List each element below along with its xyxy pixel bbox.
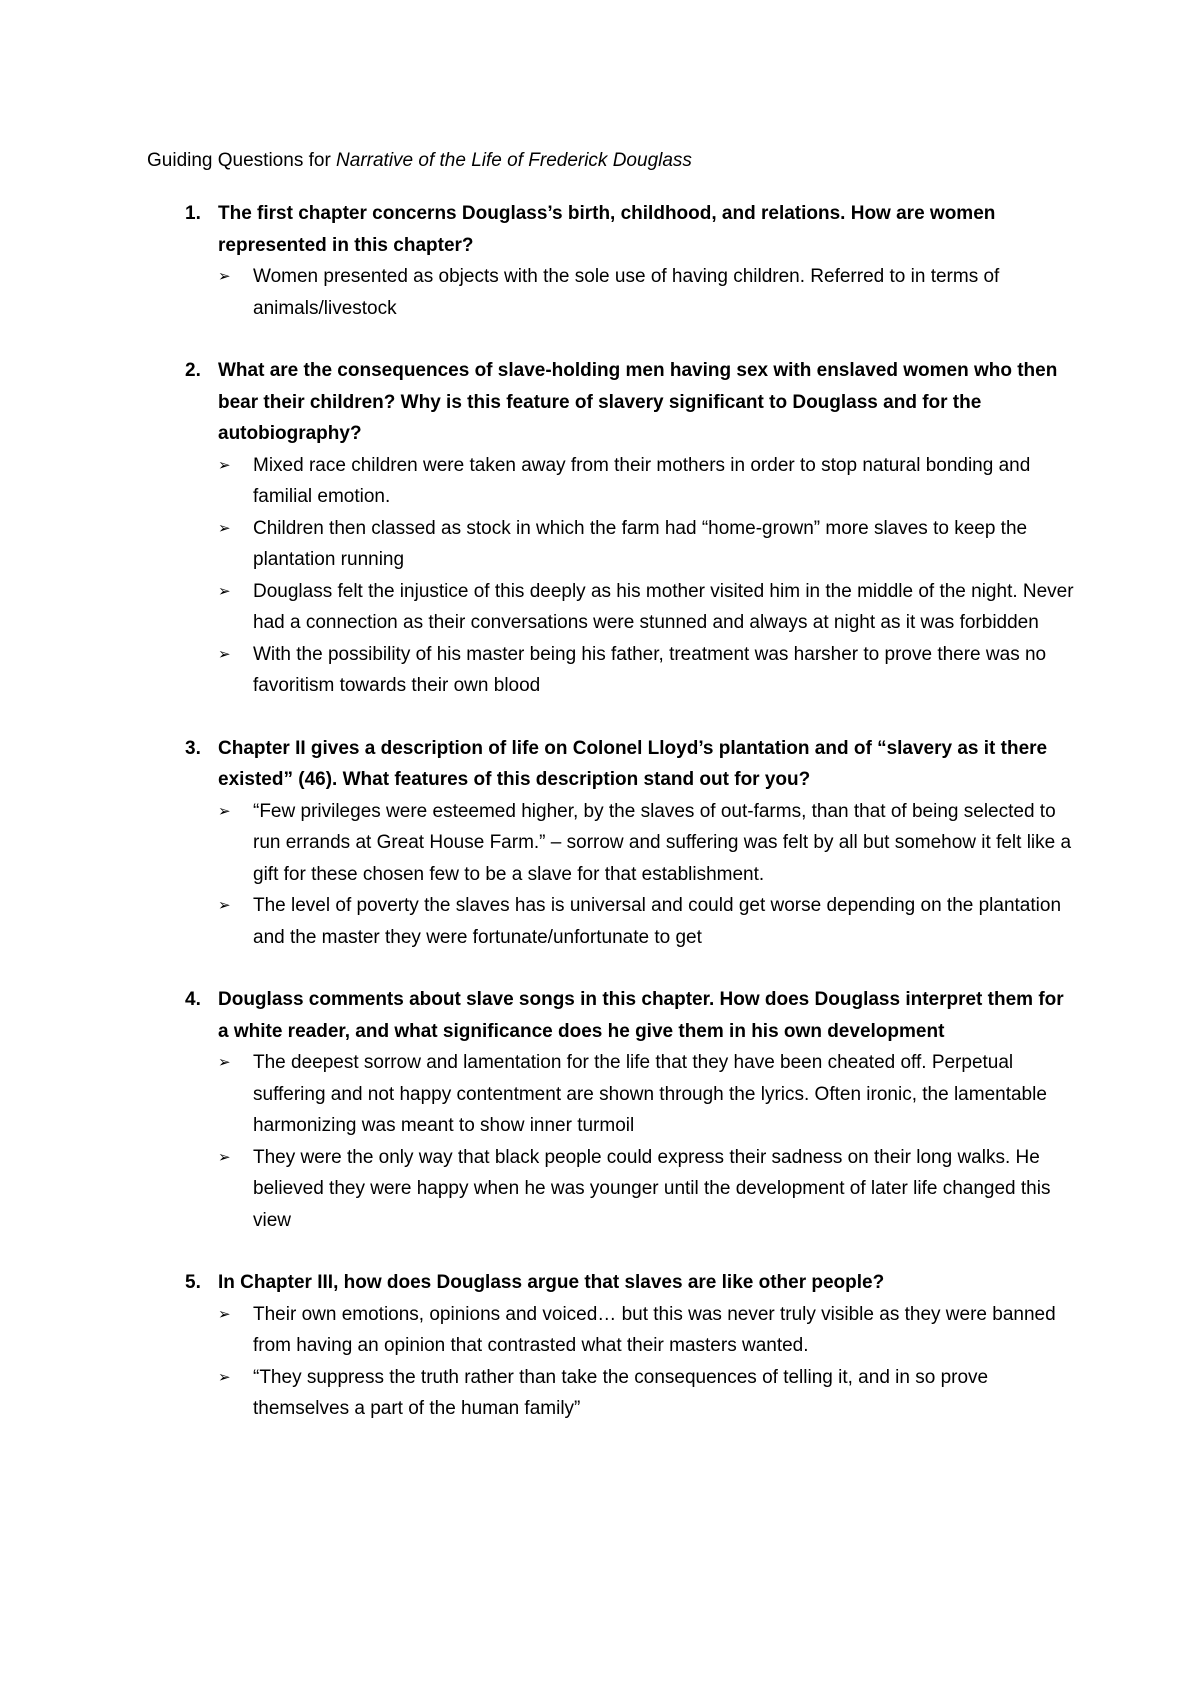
question-text: Douglass comments about slave songs in this chapter. How does Douglass interpret them for a white reader, and what significance does he give them in his own development	[218, 989, 1064, 1042]
arrowhead-bullet-icon: ➢	[218, 1147, 231, 1166]
arrowhead-bullet-icon: ➢	[218, 801, 231, 820]
arrowhead-bullet-icon: ➢	[218, 1053, 231, 1071]
answer-item	[218, 513, 1077, 576]
question-number: 1.	[185, 203, 201, 224]
question-item	[147, 355, 1077, 702]
question-number: 5.	[185, 1272, 201, 1293]
question-text: What are the consequences of slave-holding men having sex with enslaved women who then bear their children? Why is this feature of slavery significant to Douglass and for the autobiography?	[218, 360, 1058, 444]
answer-text: The level of poverty the slaves has is universal and could get worse depending on the plantation and the master they were fortunate/unfortunate to get	[253, 895, 1062, 948]
answer-text: With the possibility of his master being his father, treatment was harsher to prove there was no favoritism towards their own blood	[253, 643, 1047, 696]
question-text: Chapter II gives a description of life on Colonel Lloyd’s plantation and of “slavery as it there existed” (46). What features of this description stand out for you?	[218, 737, 1048, 790]
answer-item	[218, 796, 1077, 891]
question-list	[147, 198, 1077, 1456]
question-item	[147, 984, 1077, 1236]
answer-text: The deepest sorrow and lamentation for the life that they have been cheated off. Perpetual suffering and not happy contentment are shown through the lyrics. Often ironic, the lamentable harmonizing was meant to show inner turmoil	[253, 1052, 1047, 1136]
answer-text: Douglass felt the injustice of this deeply as his mother visited him in the middle of the night. Never had a connection as their conversations were stunned and always at night as it was forbidden	[253, 580, 1074, 633]
answer-text: They were the only way that black people could express their sadness on their long walks. He believed they were happy when he was younger until the development of later life changed this view	[253, 1146, 1051, 1231]
answer-item	[218, 261, 1077, 324]
arrowhead-bullet-icon: ➢	[218, 455, 231, 474]
answer-item	[218, 890, 1077, 953]
question-number: 4.	[185, 989, 201, 1010]
answer-text: “They suppress the truth rather than take the consequences of telling it, and in so prove themselves a part of the human family”	[253, 1366, 989, 1419]
answer-list	[218, 261, 1077, 324]
question-number: 3.	[185, 737, 201, 759]
document-title	[147, 145, 692, 177]
arrowhead-bullet-icon: ➢	[218, 267, 231, 285]
question-item	[147, 198, 1077, 324]
answer-item	[218, 1047, 1077, 1142]
answer-item	[218, 639, 1077, 702]
answer-item	[218, 1142, 1077, 1237]
question-text: The first chapter concerns Douglass’s birth, childhood, and relations. How are women represented in this chapter?	[218, 203, 996, 256]
question-item	[147, 1267, 1077, 1425]
answer-text: Children then classed as stock in which the farm had “home-grown” more slaves to keep the plantation running	[253, 517, 1028, 570]
arrowhead-bullet-icon: ➢	[218, 581, 231, 600]
answer-list	[218, 1299, 1077, 1425]
answer-text: Their own emotions, opinions and voiced… but this was never truly visible as they were banned from having an opinion that contrasted what their masters wanted.	[253, 1303, 1056, 1356]
title-prefix: Guiding Questions for	[147, 150, 337, 171]
answer-item	[218, 1362, 1077, 1425]
arrowhead-bullet-icon: ➢	[218, 644, 231, 663]
answer-list	[218, 1047, 1077, 1236]
question-number: 2.	[185, 360, 201, 381]
answer-item	[218, 576, 1077, 639]
answer-item	[218, 1299, 1077, 1362]
answer-list	[218, 796, 1077, 954]
arrowhead-bullet-icon: ➢	[218, 896, 231, 914]
arrowhead-bullet-icon: ➢	[218, 1367, 231, 1386]
question-item	[147, 733, 1077, 954]
answer-item	[218, 450, 1077, 513]
book-title: Narrative of the Life of Frederick Douglass	[336, 150, 692, 171]
answer-text: Women presented as objects with the sole use of having children. Referred to in terms of animals/livestock	[253, 266, 1000, 319]
question-text: In Chapter III, how does Douglass argue that slaves are like other people?	[218, 1272, 885, 1293]
answer-text: Mixed race children were taken away from their mothers in order to stop natural bonding and familial emotion.	[253, 454, 1031, 507]
arrowhead-bullet-icon: ➢	[218, 518, 231, 537]
answer-text: “Few privileges were esteemed higher, by the slaves of out-farms, than that of being selected to run errands at Great House Farm.” – sorrow and suffering was felt by all but somehow it felt like a gift for these chosen few to be a slave for that establishment.	[253, 800, 1072, 885]
answer-list	[218, 450, 1077, 702]
arrowhead-bullet-icon: ➢	[218, 1304, 231, 1323]
